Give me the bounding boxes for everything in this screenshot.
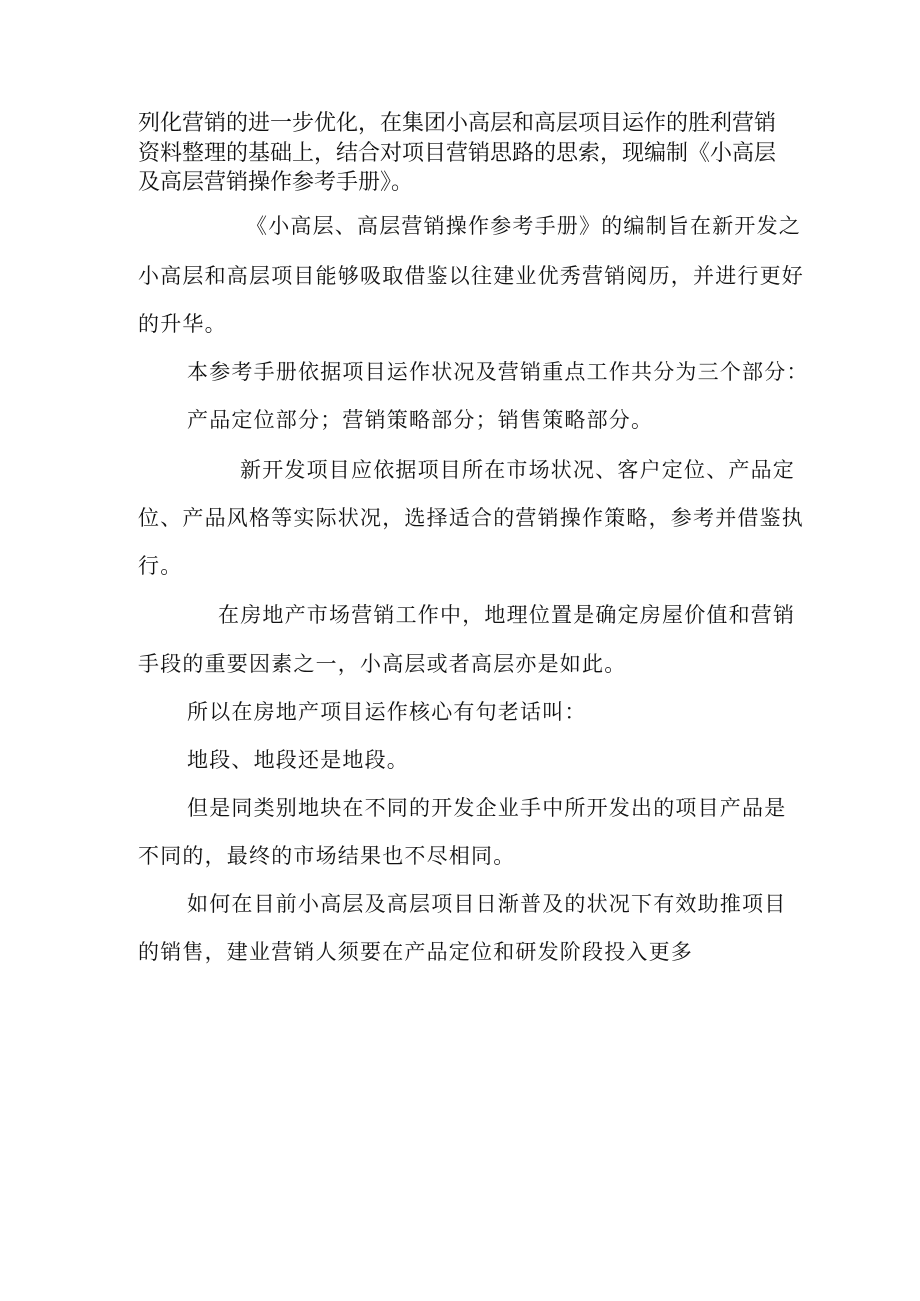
- paragraph-1-line-1: 列化营销的进一步优化，在集团小高层和高层项目运作的胜利营销: [138, 111, 777, 136]
- paragraph-5-line-2: 位、产品风格等实际状况，选择适合的营销操作策略，参考并借鉴执: [138, 506, 804, 530]
- paragraph-9-line-2: 不同的，最终的市场结果也不尽相同。: [138, 844, 516, 868]
- paragraph-5-line-1: 新开发项目应依据项目所在市场状况、客户定位、产品定: [240, 458, 795, 482]
- paragraph-2-line-2: 小高层和高层项目能够吸取借鉴以往建业优秀营销阅历，并进行更好: [138, 264, 804, 288]
- paragraph-6-line-1: 在房地产市场营销工作中，地理位置是确定房屋价值和营销: [218, 603, 796, 627]
- paragraph-7-line-1: 所以在房地产项目运作核心有句老话叫：: [187, 700, 587, 724]
- paragraph-5-line-3: 行。: [138, 554, 183, 578]
- paragraph-3-line-1: 本参考手册依据项目运作状况及营销重点工作共分为三个部分：: [187, 360, 809, 384]
- paragraph-1-line-2: 资料整理的基础上，结合对项目营销思路的思索，现编制《小高层: [138, 141, 777, 166]
- paragraph-1-line-3: 及高层营销操作参考手册》。: [138, 170, 414, 195]
- paragraph-10-line-1: 如何在目前小高层及高层项目日渐普及的状况下有效助推项目: [187, 892, 787, 916]
- paragraph-10-line-2: 的销售，建业营销人须要在产品定位和研发阶段投入更多: [138, 940, 693, 964]
- paragraph-6-line-2: 手段的重要因素之一，小高层或者高层亦是如此。: [138, 652, 627, 676]
- paragraph-8-line-1: 地段、地段还是地段。: [187, 748, 409, 772]
- paragraph-4-line-1: 产品定位部分；营销策略部分；销售策略部分。: [187, 408, 654, 432]
- paragraph-2-line-1: 《小高层、高层营销操作参考手册》的编制旨在新开发之: [246, 214, 801, 238]
- paragraph-2-line-3: 的升华。: [138, 312, 227, 336]
- paragraph-9-line-1: 但是同类别地块在不同的开发企业手中所开发出的项目产品是: [187, 796, 787, 820]
